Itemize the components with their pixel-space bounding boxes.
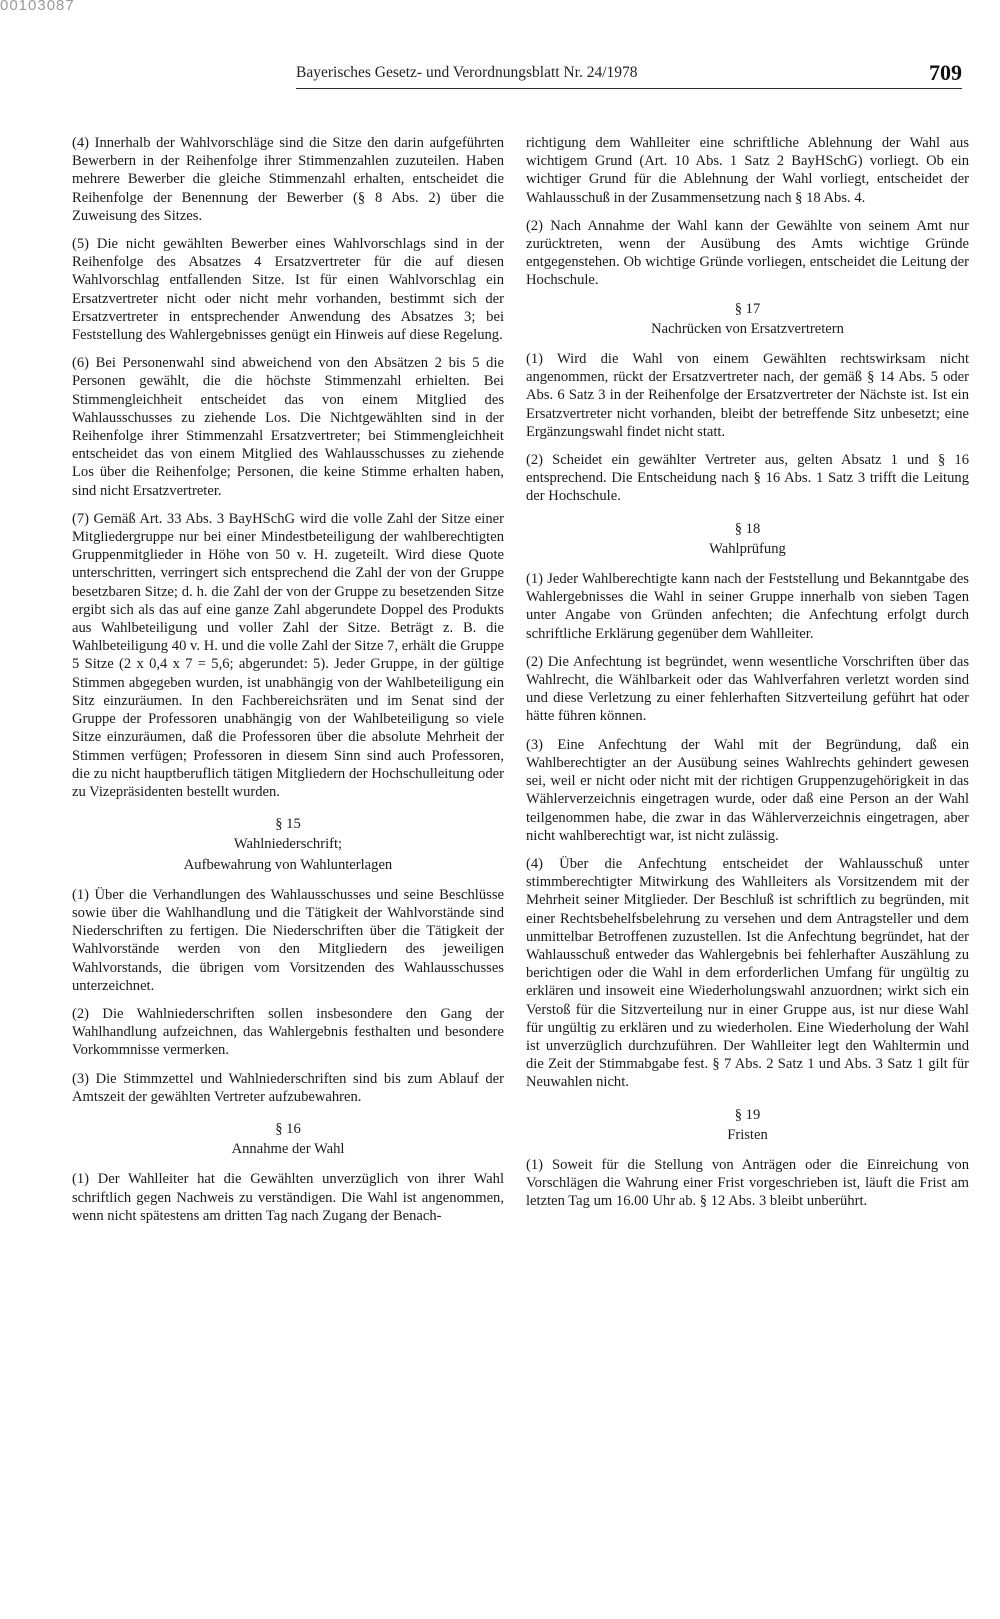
section-number: § 18 [734,520,761,537]
paragraph: (1) Soweit für die Stellung von Anträgen oder die Einreichung von Vorschlägen die Wahrung einer Frist vorgeschrieben ist, läuft die Frist am letzten Tag um 16.00 Uhr ab. § 12 Abs. 3 bleibt unberührt. [526,1156,969,1210]
paragraph: (2) Scheidet ein gewählter Vertreter aus, gelten Absatz 1 und § 16 entsprechend. Die Entscheidung nach § 16 Abs. 1 Satz 3 trifft die Leitung der Hochschule. [526,452,969,505]
paragraph: (1) Jeder Wahlberechtigte kann nach der Feststellung und Bekanntgabe des Wahlergebnisses die Wahl in seiner Gruppe innerhalb von sieben Tagen unter Angabe von Gründen anfechten; die Anfechtung erfolgt durch schriftliche Erklärung gegenüber dem Wahlleiter. [526,571,969,642]
section-title: Wahlniederschrift; [233,836,343,853]
paragraph: (1) Der Wahlleiter hat die Gewählten unverzüglich von ihrer Wahl schriftlich gegen Nachweis zu verständigen. Die Wahl ist angenommen, wenn nicht spätestens am dritten Tag nach Zugang der Benach- [72,1171,504,1224]
section-number: § 16 [275,1120,301,1137]
paragraph: (5) Die nicht gewählten Bewerber eines Wahlvorschlags sind in der Reihenfolge des Absatzes 4 Ersatzvertreter für die auf diesen Wahlvorschlag entfallenden Sitze. Ist für einen Wahlvorschlag ein Ersatzvertreter nicht oder nicht mehr vorhanden, bestimmt sich der Ersatzvertreter in entsprechender Anwendung des Absatzes 3; bei Feststellung des Wahlergebnisses genügt ein Hinweis auf diese Regelung. [72,236,504,344]
paragraph: (4) Über die Anfechtung entscheidet der Wahlausschuß unter stimmberechtigter Mitwirkung des Wahlleiters als Vorsitzendem mit der Mehrheit seiner Mitglieder. Der Beschluß ist schriftlich zu begründen, mit einer Rechtsbehelfsbelehrung zu versehen und dem Antragsteller und dem unmittelbar Betroffenen zuzustellen. Ist die Anfechtung begründet, hat der Wahlausschuß entweder das Wahlergebnis bei fehlerhafter Auszählung zu berichtigen oder die Wahl in dem erforderlichen Umfang für ungültig zu erklären und insoweit eine Wiederholungswahl anzuordnen; wirkt sich ein Verstoß für die Sitzverteilung nur in einer Gruppe aus, ist nur diese Wahl für ungültig zu erklären und zu wiederholen. Eine Wiederholung der Wahl ist unverzüglich durchzuführen. Der Wahlleiter legt den Wahltermin und die Zeit der Stimmabgabe fest. § 7 Abs. 2 Satz 1 und Abs. 3 Satz 1 gilt für Neuwahlen nicht. [526,855,969,1091]
paragraph: (3) Eine Anfechtung der Wahl mit der Begründung, daß ein Wahlberechtigter an der Ausübung seines Wahlrechts gehindert gewesen sei, weil er nicht oder nicht mit der richtigen Gruppenzugehörigkeit in das Wählerverzeichnis eingetragen wurde, oder daß eine Person an der Wahl teilgenommen habe, die zwar in das Wählerverzeichnis eingetragen, aber nicht wahlberechtigt war, ist nicht zulässig. [526,736,969,844]
paragraph: (2) Die Wahlniederschriften sollen insbesondere den Gang der Wahlhandlung aufzeichnen, das Wahlergebnis festhalten und besondere Vorkommnisse vermerken. [72,1005,504,1059]
paragraph: (7) Gemäß Art. 33 Abs. 3 BayHSchG wird die volle Zahl der Sitze einer Mitgliedergruppe nur bei einer Mindestbeteiligung der wahlberechtigten Gruppenmitglieder in Höhe von 50 v. H. zugeteilt. Wird diese Quote unterschritten, verringert sich entsprechend die Zahl der von der Gruppe besetzbaren Sitze; d. h. die Zahl der von der Gruppe zu besetzenden Sitze ergibt sich als das auf eine ganze Zahl abgerundete Doppel des Produkts aus Wahlbeteiligung und voller Zahl der Sitze. Beträgt z. B. die Wahlbeteiligung 40 v. H. und die volle Zahl der Sitze 7, erhält die Gruppe 5 Sitze (2 x 0,4 x 7 = 5,6; abgerundet: 5). Jeder Gruppe, in der gültige Stimmen abgegeben wurden, ist unabhängig von der Wahlbeteiligung ein Sitz einzuräumen. In den Fachbereichsräten und im Senat sind der Gruppe der Professoren unabhängig von der Wahlbeteiligung so viele Sitze einzuräumen, daß die Professoren über die absolute Mehrheit der Stimmen verfügen; Professoren in diesem Sinn sind auch Professoren, die zu nicht hauptberuflich tätigen Mitgliedern der Hochschulleitung oder zu Vizepräsidenten bestellt wurden. [72,510,504,800]
header-title: Bayerisches Gesetz- und Verordnungsblatt Nr. 24/1978 [296,64,638,81]
section-title: Aufbewahrung von Wahlunterlagen [183,856,393,873]
paragraph: (6) Bei Personenwahl sind abweichend von den Absätzen 2 bis 5 die Personen gewählt, die die höchste Stimmenzahl erhielten. Bei Stimmengleichheit entscheidet das von einem Mitglied des Wahlausschusses zu ziehende Los. Die Nichtgewählten sind in der Reihenfolge ihrer Stimmenzahl Ersatzvertreter; bei Stimmengleichheit entscheidet das von einem Mitglied des Wahlausschusses zu ziehende Los über die Reihenfolge; Personen, die keine Stimme erhalten haben, sind nicht Ersatzvertreter. [72,355,504,499]
left-column [72,134,504,1235]
paragraph: (4) Innerhalb der Wahlvorschläge sind die Sitze den darin aufgeführten Bewerbern in der Reihenfolge ihrer Stimmenzahlen zuzuteilen. Haben mehrere Bewerber die gleiche Stimmenzahl erhalten, entscheidet die Reihenfolge der Benennung der Bewerber (§ 8 Abs. 2) über die Zuweisung des Sitzes. [72,135,504,224]
paragraph: (3) Die Stimmzettel und Wahlniederschriften sind bis zum Ablauf der Amtszeit der gewählten Vertreter aufzubewahren. [72,1070,504,1105]
paragraph: richtigung dem Wahlleiter eine schriftliche Ablehnung der Wahl aus wichtigem Grund (Art. 10 Abs. 1 Satz 2 BayHSchG) vorliegt. Ob ein wichtiger Grund für die Ablehnung der Wahl vorliegt, entscheidet der Wahlausschuß in der Zusammensetzung nach § 18 Abs. 4. [526,135,969,206]
scan-id: 00103087 [0,0,75,14]
section-number: § 19 [734,1106,761,1123]
page-number: 709 [929,60,962,85]
page-header [296,62,962,89]
section-number: § 17 [734,300,761,317]
paragraph: (2) Nach Annahme der Wahl kann der Gewählte von seinem Amt nur zurücktreten, wenn der Ausübung des Amts wichtige Gründe entgegenstehen. Ob wichtige Gründe vorliegen, entscheidet die Leitung der Hochschule. [526,217,969,289]
section-title: Fristen [727,1126,768,1143]
paragraph: (1) Über die Verhandlungen des Wahlausschusses und seine Beschlüsse sowie über die Wahlhandlung und die Tätigkeit der Wahlvorstände sind Niederschriften zu fertigen. Die Niederschriften über die Tätigkeit der Wahlvorstände werden von den Mitgliedern des jeweiligen Wahlvorstands, die übrigen vom Vorsitzenden des Wahlausschusses unterzeichnet. [72,886,504,994]
right-column [526,134,969,1221]
section-title: Nachrücken von Ersatzvertretern [651,320,844,337]
paragraph: (1) Wird die Wahl von einem Gewählten rechtswirksam nicht angenommen, rückt der Ersatzvertreter nach, der gemäß § 14 Abs. 5 oder Abs. 6 Satz 3 in der Reihenfolge der Ersatzvertreter der Nächste ist. Ist ein Ersatzvertreter nicht vorhanden, bleibt der betreffende Sitz unbesetzt; eine Ergänzungswahl findet nicht statt. [526,351,969,440]
section-title: Wahlprüfung [709,540,786,557]
paragraph: (2) Die Anfechtung ist begründet, wenn wesentliche Vorschriften über das Wahlrecht, die Wählbarkeit oder das Wahlverfahren verletzt worden sind und diese Verletzung zu einer fehlerhaften Sitzverteilung geführt hat oder hätte führen können. [526,653,969,725]
section-number: § 15 [275,816,301,833]
section-title: Annahme der Wahl [231,1141,345,1158]
